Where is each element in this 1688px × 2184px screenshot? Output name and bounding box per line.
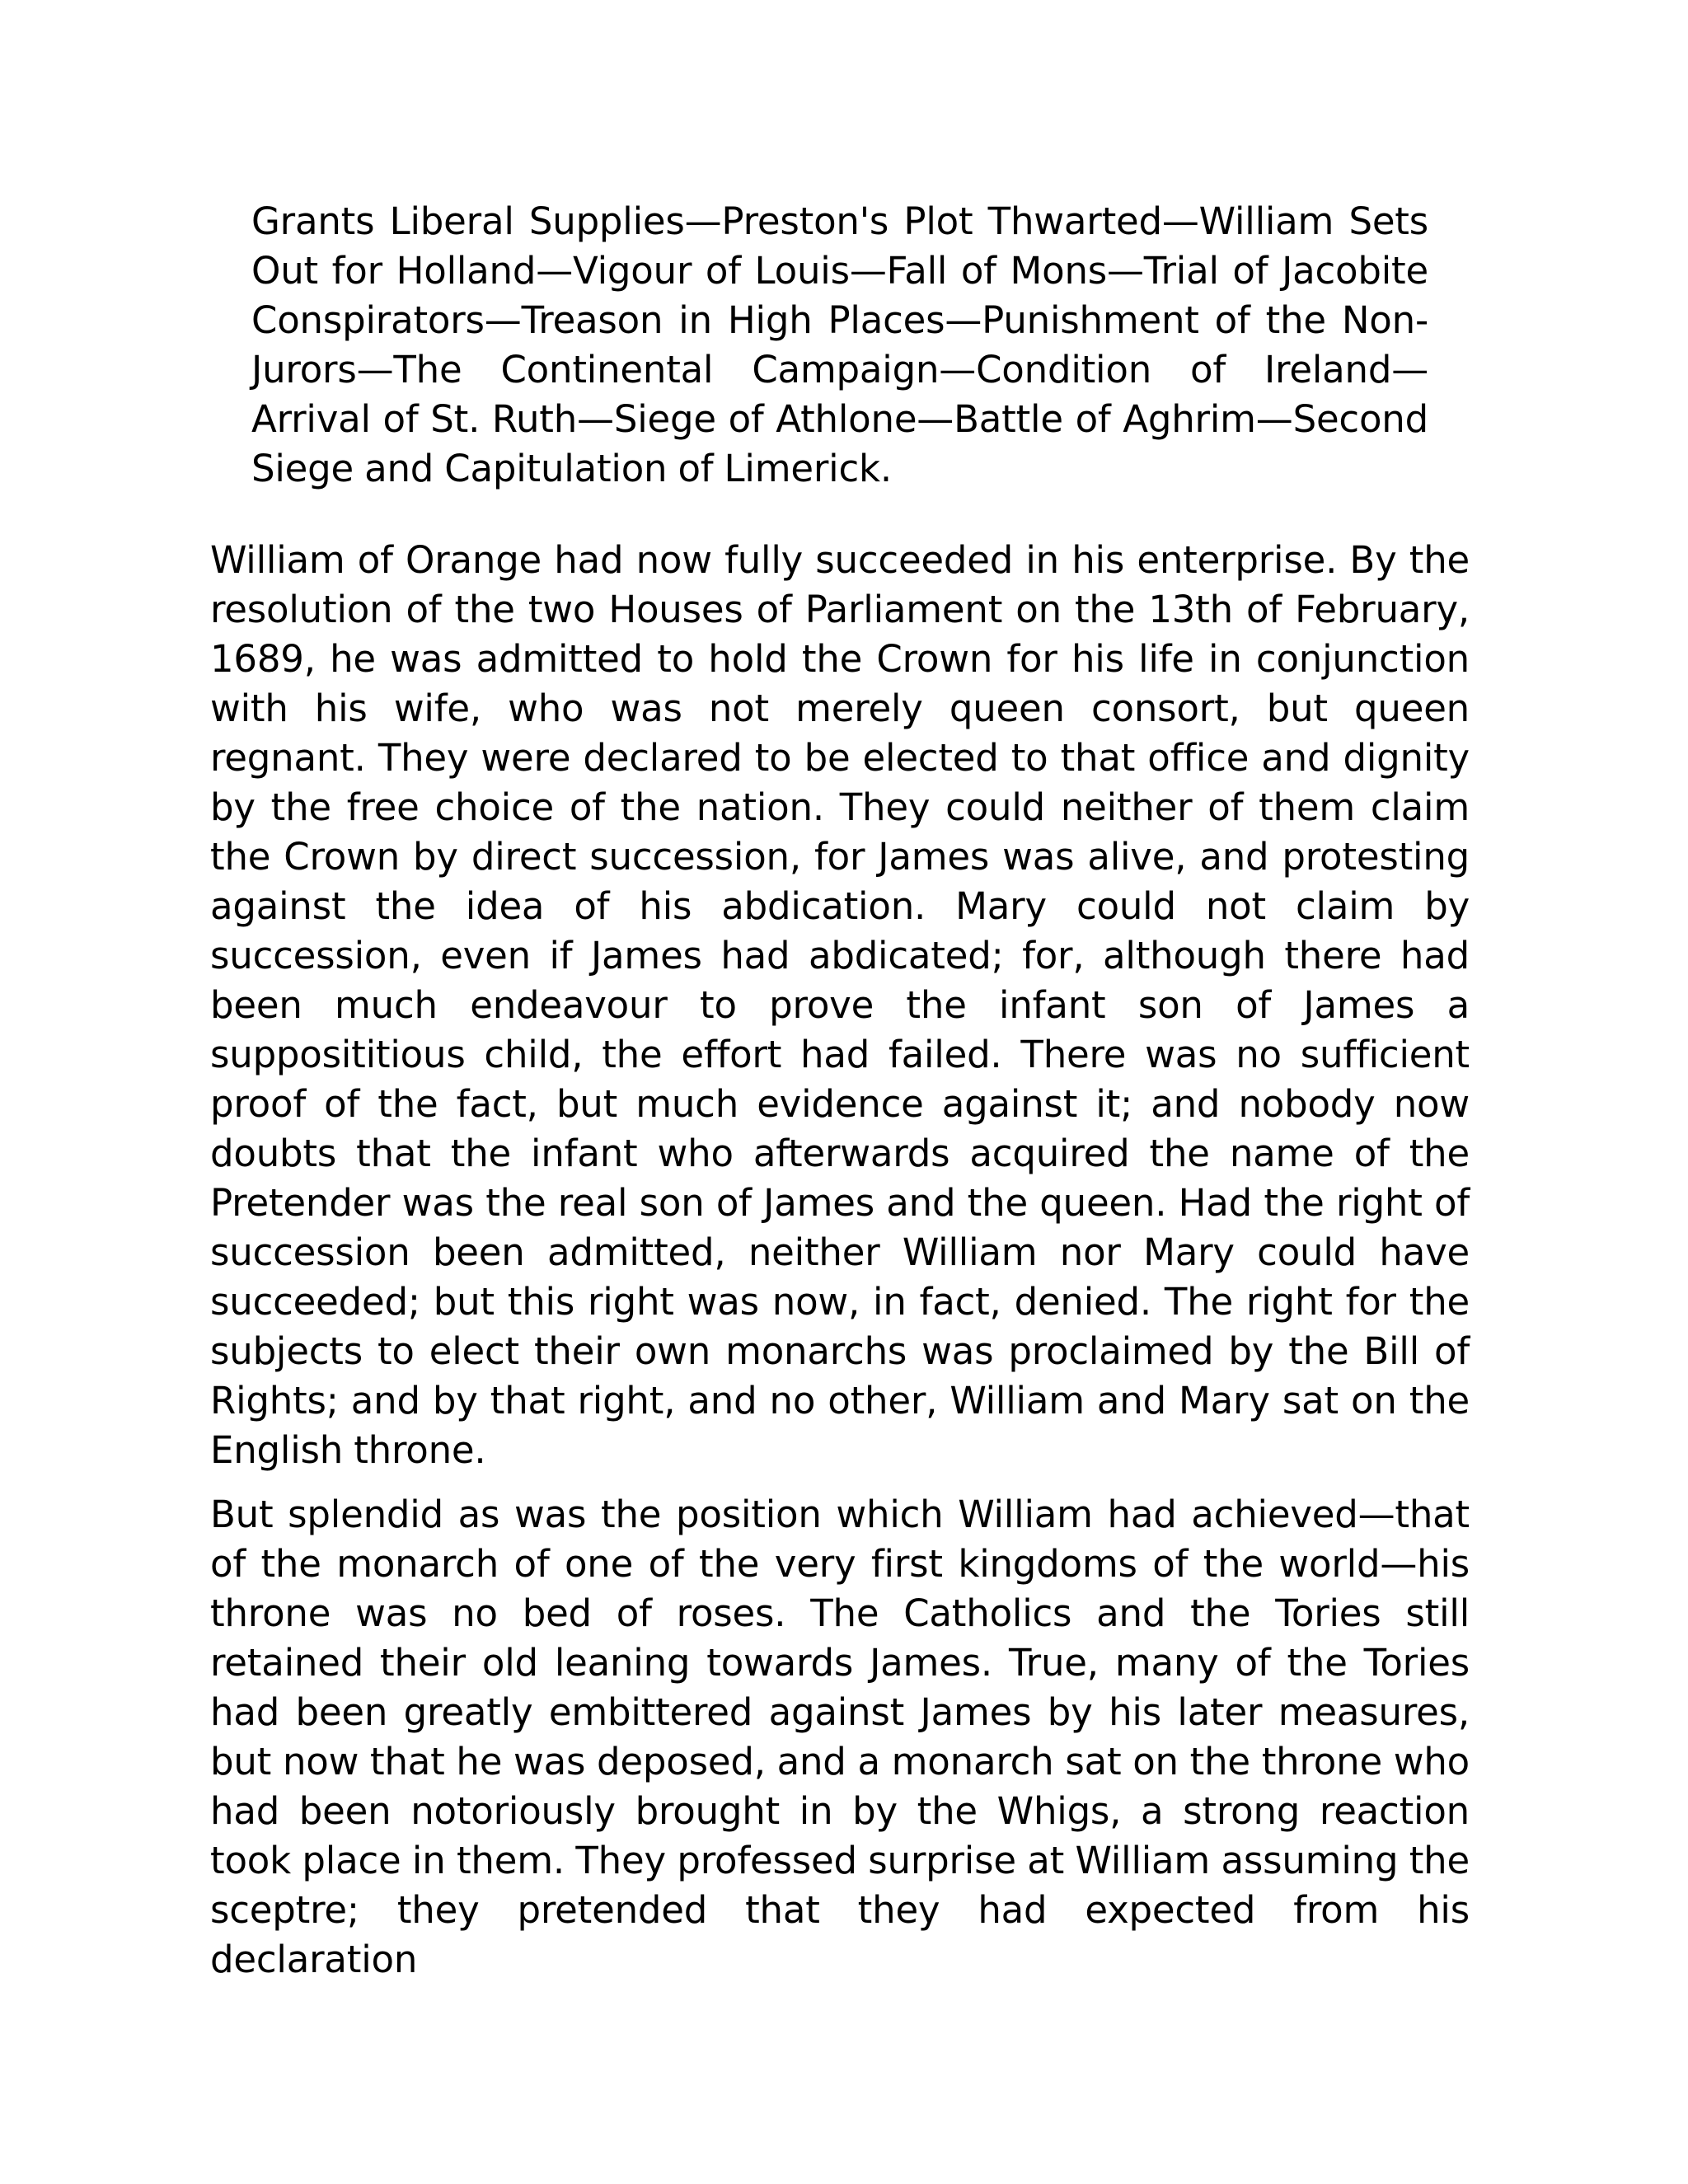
body-paragraph-1: William of Orange had now fully succeeded in his enterprise. By the resolution of the two Houses of Parliament on the 13th of February, 1689, he was admitted to hold the Crown for his life in conjunction with his wife, who was not merely queen consort, but queen regnant. They were declared to be elected to that office and dignity by the free choice of the nation. They could neither of them claim the Crown by direct succession, for James was alive, and protesting against the idea of his abdication. Mary could not claim by succession, even if James had abdicated; for, although there had been much endeavour to prove the infant son of James a supposititious child, the effort had failed. There was no sufficient proof of the fact, but much evidence against it; and nobody now doubts that the infant who afterwards acquired the name of the Pretender was the real son of James and the queen. Had the right of succession been admitted, neither William nor Mary could have succeeded; but this right was now, in fact, denied. The right for the subjects to elect their own monarchs was proclaimed by the Bill of Rights; and by that right, and no other, William and Mary sat on the English throne.	[210, 538, 1470, 1472]
body-paragraph-2: But splendid as was the position which William had achieved—that of the monarch of one of the very first kingdoms of the world—his throne was no bed of roses. The Catholics and the Tories still retained their old leaning towards James. True, many of the Tories had been greatly embittered against James by his later measures, but now that he was deposed, and a monarch sat on the throne who had been notoriously brought in by the Whigs, a strong reaction took place in them. They professed surprise at William assuming the sceptre; they pretended that they had expected from his declaration	[210, 1493, 1470, 1981]
chapter-synopsis: Grants Liberal Supplies—Preston's Plot Thwarted—William Sets Out for Holland—Vigour of Louis—Fall of Mons—Trial of Jacobite Conspirators—Treason in High Places—Punishment of the Non-Jurors—The Continental Campaign—Condition of Ireland—Arrival of St. Ruth—Siege of Athlone—Battle of Aghrim—Second Siege and Capitulation of Limerick.	[251, 199, 1428, 490]
